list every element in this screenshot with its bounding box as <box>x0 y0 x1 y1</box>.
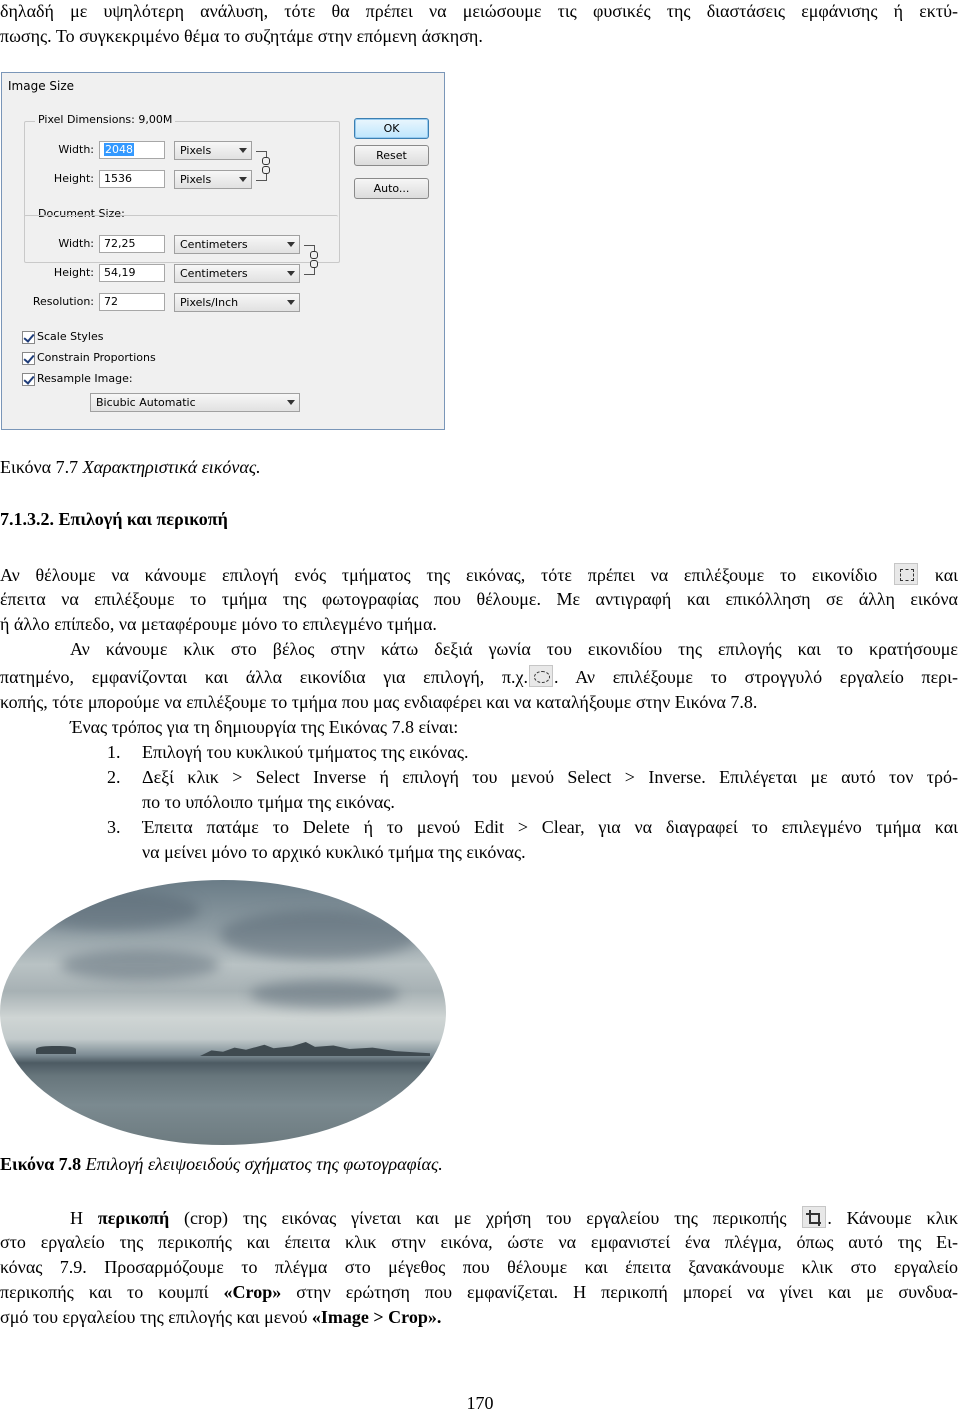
section-heading: 7.1.3.2. Επιλογή και περικοπή <box>0 509 228 529</box>
pixel-width-unit-select[interactable]: Pixels <box>174 141 252 160</box>
doc-width-label: Width: <box>58 237 94 250</box>
chevron-down-icon <box>239 177 247 182</box>
doc-height-unit-select[interactable]: Centimeters <box>174 264 300 283</box>
caption-label: Εικόνα 7.8 <box>0 1154 82 1174</box>
para2-line-3: κοπής, τότε μπορούμε να επιλέξουμε το τμήμα που μας ενδιαφέρει και να καταλήξουμε στην Εικόνα 7.8. <box>0 692 758 712</box>
pixel-height-label: Height: <box>53 172 94 185</box>
pixel-height-input[interactable]: 1536 <box>99 170 165 188</box>
reset-button[interactable]: Reset <box>354 145 429 166</box>
doc-height-input[interactable]: 54,19 <box>99 264 165 282</box>
para3-line-1: Η περικοπή (crop) της εικόνας γίνεται και με χρήση του εργαλείου της περικοπής . Κάνουμε κλικ <box>70 1208 958 1228</box>
pixel-width-label: Width: <box>58 143 94 156</box>
chevron-down-icon <box>287 400 295 405</box>
para2-line-1: Αν κάνουμε κλικ στο βέλος στην κάτω δεξιά γωνία του εικονιδίου της επιλογής και το κρατήσουμε <box>70 639 958 659</box>
intro-line-1: δηλαδή με υψηλότερη ανάλυση, τότε θα πρέπει να μειώσουμε τις φυσικές της διαστάσεις εμφάνισης ή εκτύ- <box>0 1 958 21</box>
chain-link-icon <box>310 251 318 267</box>
caption-text: Επιλογή ελειψοειδούς σχήματος της φωτογραφίας. <box>85 1154 443 1174</box>
page-number: 170 <box>466 1393 494 1413</box>
elliptical-marquee-icon <box>529 665 553 687</box>
para3-line-3: κόνας 7.9. Προσαρμόζουμε το πλέγμα στο μέγεθος που θέλουμε και έπειτα ξανακάνουμε κλικ στο εργαλείο <box>0 1257 958 1277</box>
elliptical-photo <box>0 880 446 1145</box>
document-size-legend: Document Size: <box>38 207 125 220</box>
step-3-line-2: να μείνει μόνο το αρχικό κυκλικό τμήμα της εικόνας. <box>142 842 526 862</box>
scale-styles-checkbox[interactable] <box>22 331 35 344</box>
constrain-proportions-checkbox[interactable] <box>22 352 35 365</box>
rectangular-marquee-icon <box>894 563 918 585</box>
doc-width-input[interactable]: 72,25 <box>99 235 165 253</box>
resolution-label: Resolution: <box>32 295 94 308</box>
pixel-height-unit-select[interactable]: Pixels <box>174 170 252 189</box>
para3-line-2: στο εργαλείο της περικοπής και έπειτα κλικ στην εικόνα, ώστε να εμφανιστεί ένα πλέγμα, όπως αυτό της Ει- <box>0 1232 958 1252</box>
step-1-text: Επιλογή του κυκλικού τμήματος της εικόνας. <box>142 742 469 762</box>
chevron-down-icon <box>287 271 295 276</box>
step-3-number: 3. <box>107 817 121 837</box>
chevron-down-icon <box>287 300 295 305</box>
para2-line-2: πατημένο, εμφανίζονται και άλλα εικονίδια για επιλογή, π.χ. . Αν επιλέξουμε το στρογγυλό εργαλείο περι- <box>0 667 958 687</box>
para1-line-2: έπειτα να επιλέξουμε το τμήμα της φωτογραφίας που θέλουμε. Με αντιγραφή και επικόλληση σε άλλη εικόνα <box>0 589 958 609</box>
step-2-line-2: πο το υπόλοιπο τμήμα της εικόνας. <box>142 792 395 812</box>
doc-width-unit-select[interactable]: Centimeters <box>174 235 300 254</box>
doc-height-label: Height: <box>53 266 94 279</box>
auto-button[interactable]: Auto... <box>354 178 429 199</box>
ok-button[interactable]: OK <box>354 118 429 139</box>
city-skyline <box>200 1042 430 1056</box>
figure-caption-7-8 <box>0 1153 443 1175</box>
pixel-dimensions-legend: Pixel Dimensions: <box>38 113 135 126</box>
chevron-down-icon <box>239 148 247 153</box>
caption-text: Χαρακτηριστικά εικόνας. <box>82 457 261 477</box>
image-size-dialog <box>1 72 445 430</box>
scale-styles-label: Scale Styles <box>37 330 104 343</box>
intro-line-2: πωσης. Το συγκεκριμένο θέμα το συζητάμε στην επόμενη άσκηση. <box>0 26 483 46</box>
crop-tool-icon <box>802 1206 826 1228</box>
para2-line-4: Ένας τρόπος για τη δημιουργία της Εικόνας 7.8 είναι: <box>70 717 459 737</box>
para1-line-1: Αν θέλουμε να κάνουμε επιλογή ενός τμήματος της εικόνας, τότε πρέπει να επιλέξουμε το εικονίδιο και <box>0 565 958 585</box>
para3-line-4: περικοπής και το κουμπί «Crop» στην ερώτηση που εμφανίζεται. Η περικοπή μπορεί να γίνει και με συνδυα- <box>0 1282 958 1302</box>
resample-image-checkbox[interactable] <box>22 373 35 386</box>
resample-image-label: Resample Image: <box>37 372 133 385</box>
para3-line-5: σμό του εργαλείου της επιλογής και μενού «Image > Crop». <box>0 1307 442 1327</box>
caption-label: Εικόνα 7.7 <box>0 457 79 477</box>
chain-link-icon <box>262 157 270 173</box>
constrain-proportions-label: Constrain Proportions <box>37 351 156 364</box>
step-2-number: 2. <box>107 767 121 787</box>
resample-method-select[interactable]: Bicubic Automatic <box>90 393 300 412</box>
step-3-line-1: Έπειτα πατάμε το Delete ή το μενού Edit > Clear, για να διαγραφεί το επιλεγμένο τμήμα και <box>142 817 958 837</box>
chevron-down-icon <box>287 242 295 247</box>
pixel-width-input[interactable]: 2048 <box>99 141 165 159</box>
para1-line-3: ή άλλο επίπεδο, να μεταφέρουμε μόνο το επιλεγμένο τμήμα. <box>0 614 437 634</box>
pixel-dimensions-size: 9,00M <box>138 113 173 126</box>
step-2-line-1: Δεξί κλικ > Select Inverse ή επιλογή του μενού Select > Inverse. Επιλέγεται με αυτό τον τρό- <box>142 767 958 787</box>
island <box>36 1046 76 1054</box>
step-1-number: 1. <box>107 742 121 762</box>
dialog-title: Image Size <box>8 79 75 93</box>
figure-caption-7-7 <box>0 456 261 478</box>
resolution-input[interactable]: 72 <box>99 293 165 311</box>
resolution-unit-select[interactable]: Pixels/Inch <box>174 293 300 312</box>
